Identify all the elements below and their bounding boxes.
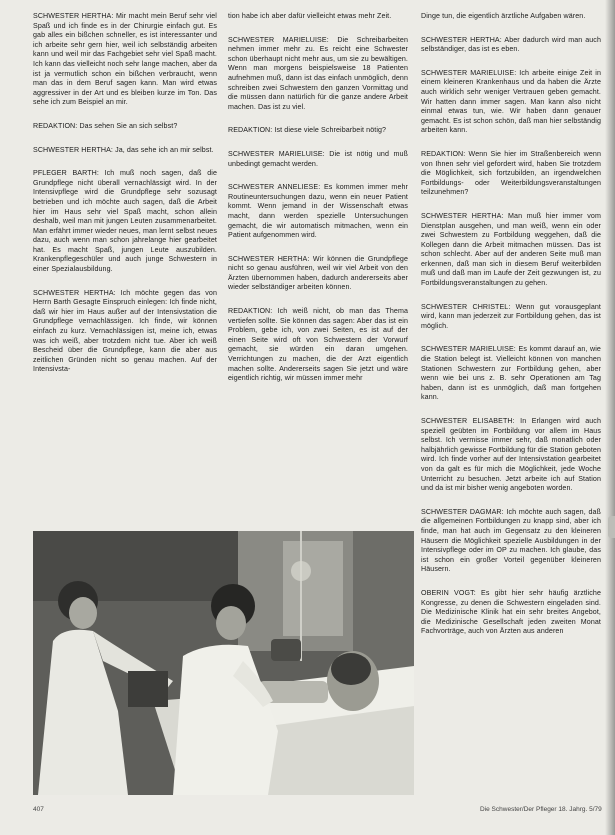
journal-footer: Die Schwester/Der Pfleger 18. Jahrg. 5/79: [480, 806, 602, 813]
speaker-label: REDAKTION:: [33, 121, 78, 130]
paragraph: [421, 150, 601, 198]
paragraph-text: Wir können die Grundpflege nicht so genau ausführen, weil wir viel Arbeit von den Ärzten übernommen haben, dadurch andererseits aber wieder selbständiger arbeiten können.: [228, 254, 408, 292]
speaker-label: OBERIN VOGT:: [421, 588, 476, 597]
paragraph: [421, 36, 601, 55]
paragraph-text: Ja, das sehe ich an mir selbst.: [115, 145, 214, 154]
paragraph-text: Ich muß noch sagen, daß die Grundpflege nicht überall vernachlässigt wird. In der Intensivpflege wird die Grundpflege sehr sozusagt betrieben und ich möchte auch sagen, daß die Arbeit hier im Haus sehr viel Spaß macht, schon allein deshalb, weil man mit jungen Leuten zusammenarbeitet. Man erfährt immer wieder neues, man lernt selbst neues dazu, auch wenn man schon jahrelange hier gearbeitet hat. Es macht Spaß, jungen Leute auszubilden. Krankenpflegeschüler und auch junge Schwestern in einer Spezialausbildung.: [33, 169, 217, 274]
paragraph: [228, 255, 408, 293]
paragraph: [421, 589, 601, 637]
paragraph-text: Ich weiß nicht, ob man das Thema vertiefen sollte. Sie können das sagen: Aber das ist ein Problem, gebe ich, von zwei Seiten, es ist auf der einen Seite wird oft von Schwestern der Vorwurf gemacht, sie würden ein daran umgehen. Verrichtungen zu machen, die der Arzt eigentlich machen sollte. Andererseits sagen Sie jetzt und wäre eigentlich richtig, wir müssen immer mehr: [228, 307, 409, 383]
paragraph: [421, 508, 601, 575]
paragraph: [421, 345, 601, 403]
paragraph: [228, 183, 408, 241]
speaker-label: REDAKTION:: [421, 149, 466, 158]
speaker-label: SCHWESTER HERTHA:: [421, 211, 504, 220]
paragraph-text: Aber dadurch wird man auch selbständiger, das ist es eben.: [421, 35, 601, 54]
page-edge-tab: [608, 516, 615, 538]
paragraph: [421, 69, 601, 136]
paragraph: [33, 289, 217, 375]
speaker-label: SCHWESTER HERTHA:: [228, 254, 310, 263]
paragraph: [228, 12, 408, 22]
paragraph-text: Es kommen immer mehr Routineuntersuchungen dazu, wenn ein neuer Patient kommt. Wenn jemand in der Wissenschaft etwas macht, dann werden spezielle Untersuchungen gemacht, die wir automatisch mitmachen, wenn ein Patient aufgenommen wird.: [228, 183, 408, 240]
speaker-label: REDAKTION:: [228, 307, 273, 316]
paragraph: [33, 146, 217, 156]
paragraph-text: Ich arbeite einige Zeit in einem kleineren Krankenhaus und da haben die Ärzte auch wirklich sehr weniger Vertrauen geben gemacht. Wir hatten dann immer sagen. Man kann also nicht einmal etwas tun, wie. Wir haben dann genauer gemacht. Es ist schon schön, daß man hier selbständig arbeiten kann.: [421, 68, 601, 135]
speaker-label: SCHWESTER HERTHA:: [33, 288, 116, 297]
paragraph-text: Mir macht mein Beruf sehr viel Spaß und ich finde es in der Chirurgie einfach gut. Es gab alles ein bißchen schneller, es ist interessanter und ich arbeite sehr gern hier, weil ich selbständig arbeiten kann und weil mir das Fachgebiet sehr viel Spaß macht. Ich kann das vielleicht noch sehr lange machen, aber da ist ja vermutlich schon ein bißchen verbraucht, wenn man das in dem Beruf sagen kann. Man wird etwas aggressiver in der Art und es bleiben kurze im Ton. Das sehe ich zum Beispiel an mir.: [33, 12, 217, 107]
text-column-1: [33, 12, 217, 389]
speaker-label: SCHWESTER MARIELUISE:: [421, 345, 516, 354]
speaker-label: SCHWESTER HERTHA:: [33, 145, 114, 154]
paragraph-text: Es kommt darauf an, wie die Station belegt ist. Vielleicht können von manchen Stationen Schwestern zur Fortbildung gehen, aber wenn wie bei uns z. B. sehr Operationen am Tag haben, dann ist es unmöglich, daß man fortgehen kann.: [421, 345, 601, 402]
speaker-label: SCHWESTER ANNELIESE:: [228, 183, 321, 192]
paragraph-text: Die Schreibarbeiten nehmen immer mehr zu. Es reicht eine Schwester schon überhaupt nicht mehr aus, um sie zu bewältigen. Wenn man morgens beispielsweise 18 Patienten aufnehmen muß, dann ist das einfach unmöglich, denn schreiben zwei Schwestern den ganzen Vormittag und die müssen dann natürlich für die ganze andere Arbeit machen. Das ist zu viel.: [228, 35, 408, 111]
paragraph-text: Die ist nötig und muß unbedingt gemacht werden.: [228, 149, 408, 168]
page-edge-shadow: [605, 0, 615, 835]
paragraph: [421, 12, 601, 22]
speaker-label: SCHWESTER CHRISTEL:: [421, 302, 511, 311]
paragraph: [228, 126, 408, 136]
paragraph-text: tion habe ich aber dafür vielleicht etwas mehr Zeit.: [228, 12, 392, 20]
speaker-label: SCHWESTER HERTHA:: [33, 12, 114, 20]
page-number: 407: [33, 806, 44, 813]
photo-illustration: [33, 531, 414, 795]
paragraph-text: Dinge tun, die eigentlich ärztliche Aufgaben wären.: [421, 12, 586, 20]
paragraph: [421, 417, 601, 494]
paragraph-text: Man muß hier immer vom Dienstplan ausgehen, und man weiß, wenn ein oder zwei Schwestern zu Fortbildung weggehen, daß die Kollegen dann die Arbeit mitmachen müssen. Das ist schon schlecht. Aber auf der anderen Seite muß man erkennen, daß man sich in diesem Beruf weiterbilden muß und daß man im Laufe der Zeit gezwungen ist, zu Fortbildungsveranstaltungen zu gehen.: [421, 211, 601, 288]
speaker-label: SCHWESTER DAGMAR:: [421, 507, 504, 516]
paragraph-text: In Erlangen wird auch speziell geübten im Fortbildung vor allem im Haus selbst. Ich vermisse immer sehr, daß monatlich oder halbjährlich gewisse Fortbildung für die Station geboten wird. Ich finde vorher auf der Intensivstation gearbeitet von da galt es für mich die Möglichkeit, jede Woche Unterricht zu besuchen. Jetzt arbeite ich auf Station und da ist mir bisher wenig angeboten worden.: [421, 417, 601, 493]
text-column-3: [421, 12, 601, 651]
paragraph: [421, 212, 601, 289]
paragraph-text: Ist diese viele Schreibarbeit nötig?: [274, 126, 387, 135]
paragraph-text: Ich möchte auch sagen, daß die allgemeinen Fortbildungen zu knapp sind, aber ich finde, man hat auch im Gegensatz zu den kleineren Häusern die Möglichkeit spezielle Ausbildungen in der Intensivpflege oder im OP zu machen. Ich glaube, das ist schon ein großer Vorteil gegenüber kleineren Häusern.: [421, 507, 601, 574]
paragraph: [228, 307, 408, 384]
paragraph: [33, 122, 217, 132]
speaker-label: SCHWESTER MARIELUISE:: [228, 149, 325, 158]
paragraph-text: Ich möchte gegen das von Herrn Barth Gesagte Einspruch einlegen: Ich finde nicht, daß wir hier im Haus außer auf der Intensivstation die Grundpflege vernachlässigen. Ich finde, wir können einfach zu kurz. Vernachlässigen ist, meine ich, etwas was ich weiß, aber trotzdem nicht tue. Aber ich weiß Bescheid über die Grundpflege, kann die aber aus zeitlichen Gründen nicht so genau machen. Auf der Intensivsta-: [33, 288, 217, 374]
paragraph: [228, 36, 408, 113]
paragraph: [33, 12, 217, 108]
speaker-label: SCHWESTER HERTHA:: [421, 35, 502, 44]
paragraph-text: Wenn gut vorausgeplant wird, kann man jederzeit zur Fortbildung gehen, das ist möglich.: [421, 302, 601, 330]
speaker-label: SCHWESTER MARIELUISE:: [228, 35, 329, 44]
speaker-label: SCHWESTER ELISABETH:: [421, 417, 515, 425]
paragraph: [421, 303, 601, 332]
speaker-label: PFLEGER BARTH:: [33, 169, 99, 178]
speaker-label: SCHWESTER MARIELUISE:: [421, 68, 517, 77]
paragraph: [228, 150, 408, 169]
paragraph-text: Wenn Sie hier im Straßenbereich wenn von Ihnen sehr viel gefordert wird, haben Sie trotzdem die Möglichkeit, sich fortzubilden, an irgendwelchen Fortbildungs- oder Weiterbildungsveranstaltungen teilzunehmen?: [421, 149, 601, 197]
nurses-patient-photo: [33, 531, 414, 795]
speaker-label: REDAKTION:: [228, 126, 273, 135]
text-column-2: [228, 12, 408, 398]
paragraph-text: Es gibt hier sehr häufig ärztliche Kongresse, zu denen die Schwestern eingeladen sind. Die Medizinische Klinik hat ein sehr breites Angebot, die Medizinische Gesellschaft jeden zweiten Monat Fachvorträge, auch von Ärzten aus anderen: [421, 588, 601, 636]
paragraph: [33, 169, 217, 275]
paragraph-text: Das sehen Sie an sich selbst?: [79, 121, 178, 130]
